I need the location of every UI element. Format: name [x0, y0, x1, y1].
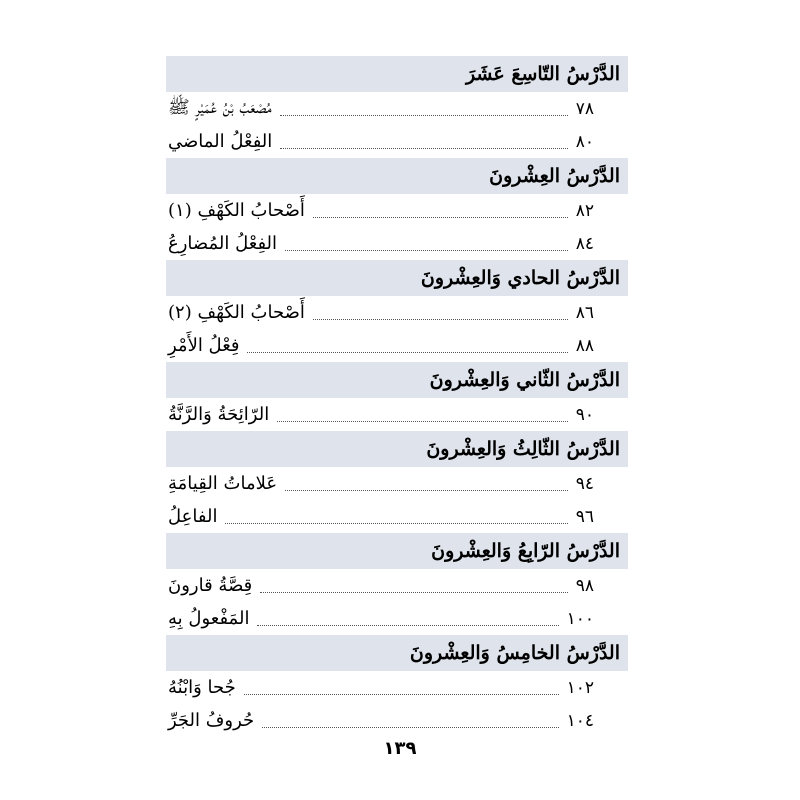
- toc-entry: [166, 296, 628, 329]
- toc-section: [166, 56, 628, 158]
- entry-page-number: ٩٦: [575, 506, 594, 527]
- entry-page-number: ٩٤: [575, 473, 594, 494]
- toc-entry: [166, 194, 628, 227]
- entry-title: حُروفُ الجَرِّ: [168, 710, 255, 731]
- section-header: الدَّرْسُ الحادي وَالعِشْرونَ: [166, 260, 628, 296]
- entry-page-number: ٩٨: [575, 575, 594, 596]
- dot-leader: [225, 523, 567, 524]
- toc-section: [166, 158, 628, 260]
- dot-leader: [280, 148, 567, 149]
- toc-section: [166, 260, 628, 362]
- entry-title: عَلاماتُ القِيامَةِ: [168, 473, 278, 494]
- toc-entry: [166, 602, 628, 635]
- dot-leader: [280, 115, 568, 116]
- section-header: الدَّرْسُ العِشْرونَ: [166, 158, 628, 194]
- dot-leader: [285, 490, 568, 491]
- entry-page-number: ١٠٠: [566, 608, 594, 629]
- entry-title: مُصْعَبُ بْنُ عُمَيْرٍ ﷺ: [168, 96, 272, 118]
- dot-leader: [244, 694, 559, 695]
- entry-title: جُحا وَابْنُهُ: [168, 677, 236, 698]
- toc-entry: [166, 92, 628, 125]
- dot-leader: [285, 250, 568, 251]
- dot-leader: [262, 727, 558, 728]
- entry-page-number: ٨٤: [575, 233, 594, 254]
- toc-entry: [166, 329, 628, 362]
- section-header: الدَّرْسُ الخامِسُ وَالعِشْرونَ: [166, 635, 628, 671]
- dot-leader: [247, 352, 567, 353]
- dot-leader: [257, 625, 558, 626]
- dot-leader: [313, 319, 568, 320]
- entry-title: أَصْحابُ الكَهْفِ (١): [168, 200, 305, 221]
- toc-entry: [166, 125, 628, 158]
- entry-page-number: ٧٨: [575, 98, 594, 119]
- entry-page-number: ٨٠: [575, 131, 594, 152]
- toc-entry: [166, 467, 628, 500]
- entry-page-number: ٨٢: [575, 200, 594, 221]
- entry-page-number: ٨٦: [575, 302, 594, 323]
- toc-entry: [166, 569, 628, 602]
- dot-leader: [313, 217, 568, 218]
- toc-section: [166, 362, 628, 431]
- toc-section: [166, 533, 628, 635]
- entry-page-number: ١٠٤: [566, 710, 594, 731]
- dot-leader: [277, 421, 568, 422]
- page-number: ١٣٩: [383, 738, 417, 759]
- toc-section: [166, 635, 628, 737]
- section-header: الدَّرْسُ التّاسِعَ عَشَرَ: [166, 56, 628, 92]
- entry-title: الرّائِحَةُ وَالرَّنَّةُ: [168, 404, 270, 425]
- entry-title: قِصَّةُ قارونَ: [168, 575, 253, 596]
- entry-title: الفِعْلُ المُضارِعُ: [168, 233, 278, 254]
- entry-title: فِعْلُ الأَمْرِ: [168, 335, 240, 356]
- entry-title: أَصْحابُ الكَهْفِ (٢): [168, 302, 305, 323]
- entry-page-number: ٨٨: [575, 335, 594, 356]
- toc-entry: [166, 704, 628, 737]
- section-header: الدَّرْسُ الرّابِعُ وَالعِشْرونَ: [166, 533, 628, 569]
- entry-title: الفاعِلُ: [168, 506, 218, 527]
- toc-entry: [166, 500, 628, 533]
- toc-section: [166, 431, 628, 533]
- section-header: الدَّرْسُ الثّالِثُ وَالعِشْرونَ: [166, 431, 628, 467]
- entry-title: الفِعْلُ الماضي: [168, 131, 273, 152]
- dot-leader: [260, 592, 567, 593]
- entry-page-number: ١٠٢: [566, 677, 594, 698]
- entry-page-number: ٩٠: [575, 404, 594, 425]
- toc-entry: [166, 671, 628, 704]
- entry-title: المَفْعولُ بِهِ: [168, 608, 250, 629]
- toc-entry: [166, 398, 628, 431]
- toc-entry: [166, 227, 628, 260]
- section-header: الدَّرْسُ الثّاني وَالعِشْرونَ: [166, 362, 628, 398]
- table-of-contents: [166, 56, 628, 737]
